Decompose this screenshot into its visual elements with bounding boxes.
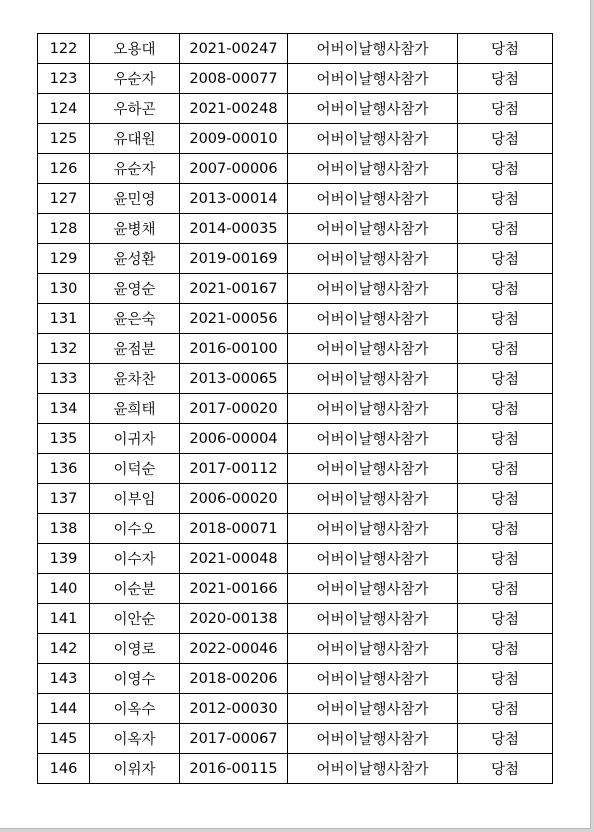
result-cell: 당첨 [458,244,553,274]
member-id-cell: 2006-00020 [180,484,288,514]
name-cell: 윤민영 [90,184,180,214]
result-cell: 당첨 [458,574,553,604]
table-row [38,34,553,64]
row-number-cell: 125 [38,124,90,154]
member-id-cell: 2020-00138 [180,604,288,634]
member-id-cell: 2008-00077 [180,64,288,94]
event-cell: 어버이날행사참가 [288,64,458,94]
member-id-cell: 2018-00206 [180,664,288,694]
name-cell: 이옥자 [90,724,180,754]
name-cell: 윤성환 [90,244,180,274]
event-cell: 어버이날행사참가 [288,124,458,154]
name-cell: 유순자 [90,154,180,184]
result-cell: 당첨 [458,484,553,514]
row-number-cell: 145 [38,724,90,754]
member-id-cell: 2019-00169 [180,244,288,274]
result-cell: 당첨 [458,694,553,724]
row-number-cell: 141 [38,604,90,634]
name-cell: 이위자 [90,754,180,784]
table-row [38,244,553,274]
name-cell: 이영로 [90,634,180,664]
name-cell: 이수오 [90,514,180,544]
result-cell: 당첨 [458,544,553,574]
table-row [38,184,553,214]
table-row [38,754,553,784]
event-cell: 어버이날행사참가 [288,94,458,124]
result-cell: 당첨 [458,334,553,364]
row-number-cell: 128 [38,214,90,244]
table-row [38,154,553,184]
name-cell: 윤은숙 [90,304,180,334]
table-row [38,694,553,724]
event-cell: 어버이날행사참가 [288,214,458,244]
result-cell: 당첨 [458,94,553,124]
row-number-cell: 123 [38,64,90,94]
table-row [38,664,553,694]
event-cell: 어버이날행사참가 [288,304,458,334]
result-cell: 당첨 [458,394,553,424]
event-cell: 어버이날행사참가 [288,634,458,664]
name-cell: 우하곤 [90,94,180,124]
table-row [38,424,553,454]
name-cell: 윤희태 [90,394,180,424]
member-id-cell: 2021-00167 [180,274,288,304]
table-row [38,724,553,754]
event-cell: 어버이날행사참가 [288,184,458,214]
result-cell: 당첨 [458,124,553,154]
row-number-cell: 126 [38,154,90,184]
name-cell: 윤병채 [90,214,180,244]
result-cell: 당첨 [458,184,553,214]
table-row [38,634,553,664]
table-row [38,214,553,244]
row-number-cell: 122 [38,34,90,64]
event-cell: 어버이날행사참가 [288,364,458,394]
table-row [38,454,553,484]
result-cell: 당첨 [458,364,553,394]
result-cell: 당첨 [458,664,553,694]
member-id-cell: 2021-00056 [180,304,288,334]
event-cell: 어버이날행사참가 [288,664,458,694]
table-row [38,124,553,154]
result-cell: 당첨 [458,34,553,64]
result-cell: 당첨 [458,64,553,94]
row-number-cell: 140 [38,574,90,604]
name-cell: 이영수 [90,664,180,694]
result-cell: 당첨 [458,214,553,244]
table-row [38,574,553,604]
row-number-cell: 131 [38,304,90,334]
row-number-cell: 136 [38,454,90,484]
table-row [38,94,553,124]
row-number-cell: 143 [38,664,90,694]
member-id-cell: 2021-00166 [180,574,288,604]
table-row [38,394,553,424]
name-cell: 윤점분 [90,334,180,364]
event-cell: 어버이날행사참가 [288,694,458,724]
table-row [38,64,553,94]
member-id-cell: 2017-00020 [180,394,288,424]
event-cell: 어버이날행사참가 [288,604,458,634]
result-cell: 당첨 [458,754,553,784]
member-id-cell: 2007-00006 [180,154,288,184]
row-number-cell: 127 [38,184,90,214]
result-cell: 당첨 [458,724,553,754]
member-id-cell: 2017-00112 [180,454,288,484]
name-cell: 유대원 [90,124,180,154]
event-cell: 어버이날행사참가 [288,394,458,424]
event-cell: 어버이날행사참가 [288,34,458,64]
row-number-cell: 138 [38,514,90,544]
row-number-cell: 133 [38,364,90,394]
member-id-cell: 2018-00071 [180,514,288,544]
name-cell: 윤영순 [90,274,180,304]
name-cell: 이부임 [90,484,180,514]
event-cell: 어버이날행사참가 [288,724,458,754]
event-cell: 어버이날행사참가 [288,244,458,274]
event-cell: 어버이날행사참가 [288,574,458,604]
member-id-cell: 2013-00014 [180,184,288,214]
member-id-cell: 2021-00248 [180,94,288,124]
row-number-cell: 124 [38,94,90,124]
result-cell: 당첨 [458,514,553,544]
name-cell: 오용대 [90,34,180,64]
table-row [38,364,553,394]
row-number-cell: 144 [38,694,90,724]
event-cell: 어버이날행사참가 [288,334,458,364]
member-id-cell: 2013-00065 [180,364,288,394]
name-cell: 윤차찬 [90,364,180,394]
table-row [38,334,553,364]
name-cell: 이귀자 [90,424,180,454]
winners-table [37,33,553,784]
winners-table-body [38,34,553,784]
name-cell: 우순자 [90,64,180,94]
member-id-cell: 2012-00030 [180,694,288,724]
event-cell: 어버이날행사참가 [288,754,458,784]
row-number-cell: 135 [38,424,90,454]
table-row [38,604,553,634]
table-row [38,484,553,514]
result-cell: 당첨 [458,274,553,304]
event-cell: 어버이날행사참가 [288,154,458,184]
name-cell: 이옥수 [90,694,180,724]
name-cell: 이순분 [90,574,180,604]
row-number-cell: 146 [38,754,90,784]
row-number-cell: 142 [38,634,90,664]
table-row [38,514,553,544]
member-id-cell: 2016-00100 [180,334,288,364]
result-cell: 당첨 [458,154,553,184]
row-number-cell: 139 [38,544,90,574]
name-cell: 이덕순 [90,454,180,484]
row-number-cell: 130 [38,274,90,304]
event-cell: 어버이날행사참가 [288,514,458,544]
row-number-cell: 137 [38,484,90,514]
member-id-cell: 2014-00035 [180,214,288,244]
result-cell: 당첨 [458,304,553,334]
member-id-cell: 2017-00067 [180,724,288,754]
result-cell: 당첨 [458,424,553,454]
event-cell: 어버이날행사참가 [288,424,458,454]
event-cell: 어버이날행사참가 [288,454,458,484]
result-cell: 당첨 [458,634,553,664]
table-row [38,304,553,334]
name-cell: 이안순 [90,604,180,634]
member-id-cell: 2016-00115 [180,754,288,784]
member-id-cell: 2021-00048 [180,544,288,574]
result-cell: 당첨 [458,604,553,634]
table-row [38,274,553,304]
result-cell: 당첨 [458,454,553,484]
member-id-cell: 2006-00004 [180,424,288,454]
table-row [38,544,553,574]
row-number-cell: 129 [38,244,90,274]
name-cell: 이수자 [90,544,180,574]
event-cell: 어버이날행사참가 [288,484,458,514]
member-id-cell: 2022-00046 [180,634,288,664]
event-cell: 어버이날행사참가 [288,544,458,574]
event-cell: 어버이날행사참가 [288,274,458,304]
member-id-cell: 2009-00010 [180,124,288,154]
member-id-cell: 2021-00247 [180,34,288,64]
row-number-cell: 134 [38,394,90,424]
row-number-cell: 132 [38,334,90,364]
